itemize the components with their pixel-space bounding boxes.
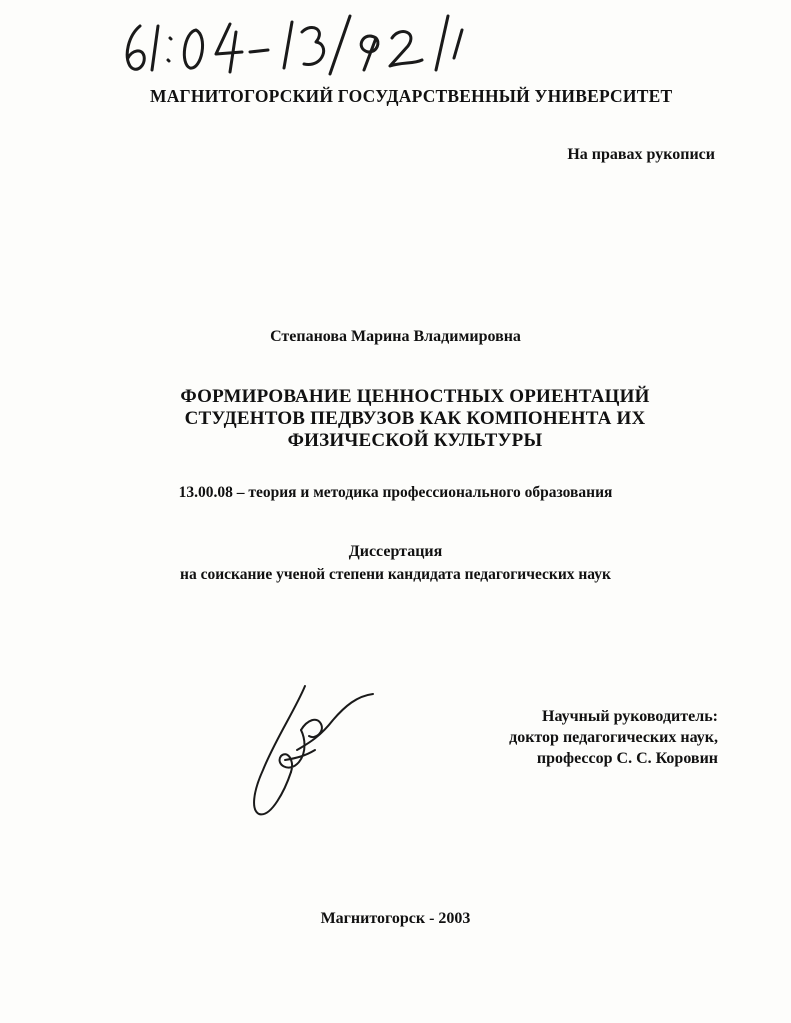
manuscript-note: На правах рукописи [567, 146, 715, 163]
city-year: Магнитогорск - 2003 [320, 910, 471, 927]
advisor-credentials: доктор педагогических наук, [509, 729, 718, 746]
title-line: ФОРМИРОВАНИЕ ЦЕННОСТНЫХ ОРИЕНТАЦИЙ [180, 386, 650, 407]
dissertation-title [130, 386, 700, 452]
advisor-name: профессор С. С. Коровин [536, 750, 718, 767]
title-line: ФИЗИЧЕСКОЙ КУЛЬТУРЫ [287, 430, 543, 451]
scientific-advisor [509, 706, 718, 769]
advisor-role: Научный руководитель: [542, 708, 718, 725]
university-name: МАГНИТОГОРСКИЙ ГОСУДАРСТВЕННЫЙ УНИВЕРСИТЕТ [150, 86, 673, 106]
title-line: СТУДЕНТОВ ПЕДВУЗОВ КАК КОМПОНЕНТА ИХ [184, 408, 646, 429]
signature-icon [245, 680, 380, 820]
author-name: Степанова Марина Владимировна [270, 328, 521, 345]
specialty-code: 13.00.08 – теория и методика профессионального образования [178, 484, 613, 501]
handwritten-archive-code [118, 8, 518, 78]
document-type: Диссертация [348, 543, 443, 560]
degree-statement: на соискание ученой степени кандидата педагогических наук [180, 566, 611, 583]
